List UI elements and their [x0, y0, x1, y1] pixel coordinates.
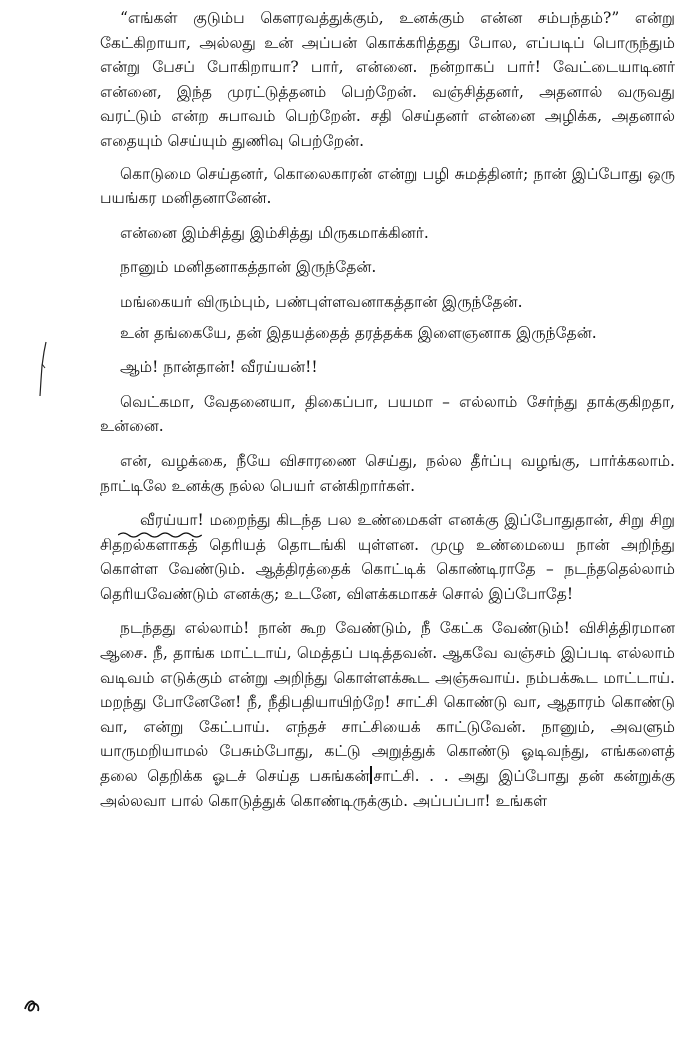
underlined-name — [120, 508, 204, 533]
paragraph: ஆம்! நான்தான்! வீரய்யன்!! — [120, 358, 318, 377]
paragraph: கொடுமை செய்தனர், கொலைகாரன் என்று பழி சுமத்தினர்; நான் இப்போது ஒரு பயங்கர மனிதனானேன். — [100, 164, 675, 208]
paragraph: நானும் மனிதனாகத்தான் இருந்தேன். — [120, 258, 377, 277]
paragraph: மங்கையர் விரும்பும், பண்புள்ளவனாகத்தான் இருந்தேன். — [120, 292, 523, 311]
squiggle-underline-icon — [118, 531, 202, 539]
pen-scribble-icon — [22, 995, 44, 1017]
paragraph: என், வழக்கை, நீயே விசாரணை செய்து, நல்ல தீர்ப்பு வழங்கு, பார்க்கலாம். நாட்டிலே உனக்கு நல்ல பெயர் என்கிறார்கள். — [100, 451, 675, 495]
document-body — [100, 6, 675, 813]
paragraph: “எங்கள் குடும்ப கௌரவத்துக்கும், உனக்கும் என்ன சம்பந்தம்?” என்று கேட்கிறாயா, அல்லது உன் அப்பன் கொக்கரித்தது போல, எப்படிப் பொருந்தும் என்று பேசப் போகிறாயா? பார், என்னை. நன்றாகப் பார்! வேட்டையாடினர் என்னை, இந்த முரட்டுத்தனம் பெற்றேன். வஞ்சித்தனர், அதனால் வருவது வரட்டும் என்ற சுபாவம் பெற்றேன். சதி செய்தனர் என்னை அழிக்க, அதனால் எதையும் செய்யும் துணிவு பெற்றேன். — [100, 9, 675, 150]
paragraph-text-continued: சாட்சி. . . அது இப்போது தன் கன்றுக்கு அல்லவா பால் கொடுத்துக் கொண்டிருக்கும். அப்பப்பா! உங்கள் — [100, 767, 675, 810]
paragraph — [100, 616, 675, 813]
paragraph-text: மறைந்து கிடந்த பல உண்மைகள் எனக்கு இப்போதுதான், சிறு சிறு சிதறல்களாகத் தெரியத் தொடங்கி யுள்ளன. முழு உண்மையை நான் அறிந்து கொள்ள வேண்டும். ஆத்திரத்தைக் கொட்டிக் கொண்டிராதே – நடந்ததெல்லாம் தெரியவேண்டும் எனக்கு; உடனே, விளக்கமாகச் சொல் இப்போதே! — [100, 511, 675, 603]
paragraph: என்னை இம்சித்து இம்சித்து மிருகமாக்கினர். — [120, 223, 429, 242]
pen-stroke-icon — [36, 340, 50, 400]
paragraph: வெட்கமா, வேதனையா, திகைப்பா, பயமா – எல்லாம் சேர்ந்து தாக்குகிறதா, உன்னை. — [100, 392, 675, 436]
paragraph: உன் தங்கையே, தன் இதயத்தைத் தரத்தக்க இளைஞனாக இருந்தேன். — [120, 323, 597, 342]
paragraph-text: நடந்தது எல்லாம்! நான் கூற வேண்டும், நீ கேட்க வேண்டும்! விசித்திரமான ஆசை. நீ, தாங்க மாட்டாய், மெத்தப் படித்தவன். ஆகவே வஞ்சம் இப்படி எல்லாம் வடிவம் எடுக்கும் என்று அறிந்து கொள்ளக்கூட அஞ்சுவாய். நம்பக்கூட மாட்டாய். மறந்து போனேனே! நீ, நீதிபதியாயிற்றே! சாட்சி கொண்டு வா, ஆதாரம் கொண்டு வா, என்று கேட்பாய். எந்தச் சாட்சியைக் காட்டுவேன். நானும், அவளும் யாருமறியாமல் பேசும்போது, கட்டு அறுத்துக் கொண்டு ஓடிவந்து, எங்களைத் தலை தெறிக்க ஓடச் செய்த பசுங்கன் — [100, 619, 675, 786]
paragraph-lead: வீரய்யா! — [140, 511, 204, 530]
paragraph — [100, 508, 675, 606]
